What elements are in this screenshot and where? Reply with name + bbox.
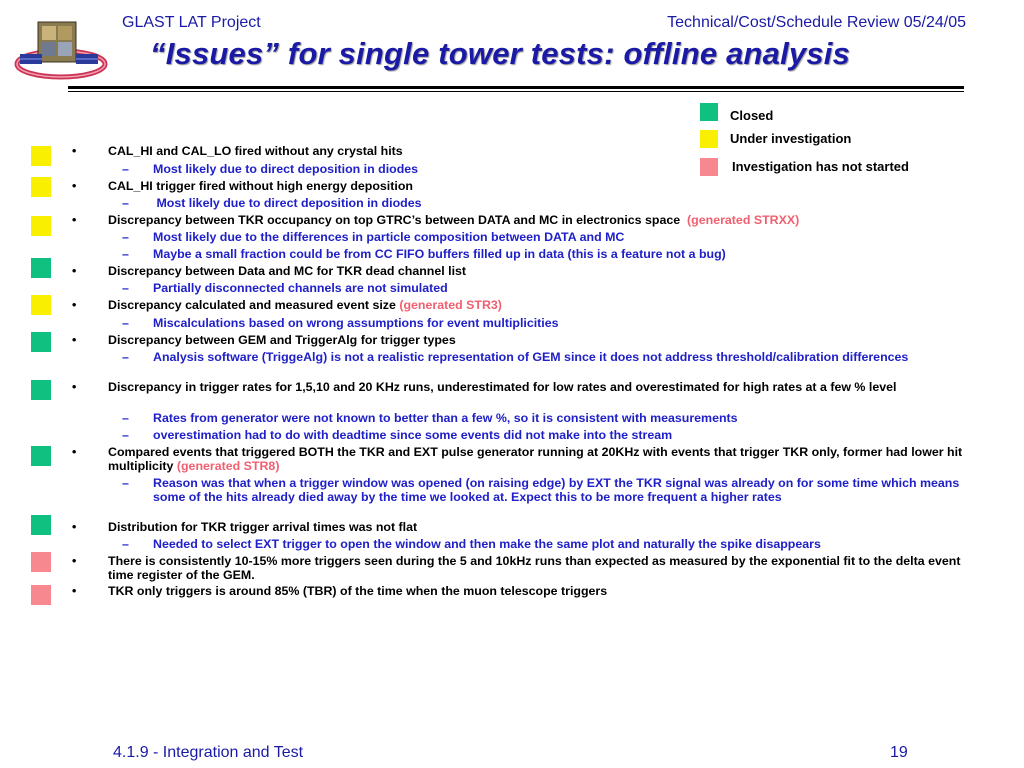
list-item [122,476,963,504]
status-square [31,552,51,572]
bullet-mark: • [72,213,77,227]
list-item [122,316,963,331]
status-square [31,380,51,400]
dash-mark: – [122,428,129,442]
status-square [31,295,51,315]
list-item [72,445,968,473]
item-text: Most likely due to direct deposition in diodes [153,196,422,210]
list-item [72,584,968,599]
list-item [122,537,963,552]
item-text: Discrepancy in trigger rates for 1,5,10 and 20 KHz runs, underestimated for low rates and overestimated for high rates at a few % level [108,380,897,394]
list-item [122,162,963,177]
bullet-mark: • [72,445,77,459]
list-item [122,411,963,426]
legend-under-investigation-label: Under investigation [730,131,852,146]
item-text: Most likely due to direct deposition in diodes [153,162,419,176]
item-text: Most likely due to the differences in particle composition between DATA and MC [153,230,625,244]
item-text: overestimation had to do with deadtime since some events did not make into the stream [153,428,673,442]
dash-mark: – [122,476,129,490]
page-number: 19 [890,744,908,761]
list-item [72,213,968,228]
dash-mark: – [122,196,129,210]
list-item [122,428,963,443]
dash-mark: – [122,162,129,176]
bullet-mark: • [72,179,77,193]
legend-not-started-label: Investigation has not started [732,159,909,174]
legend-closed-swatch [700,103,718,121]
item-text: Rates from generator were not known to better than a few %, so it is consistent with measurements [153,411,738,425]
list-item [72,333,968,348]
item-text: TKR only triggers is around 85% (TBR) of the time when the muon telescope triggers [108,584,608,598]
status-square [31,146,51,166]
item-text: CAL_HI and CAL_LO fired without any crystal hits [108,144,403,158]
bullet-mark: • [72,298,77,312]
project-name: GLAST LAT Project [122,14,261,31]
review-label: Technical/Cost/Schedule Review 05/24/05 [667,14,966,31]
item-text: Discrepancy between TKR occupancy on top GTRC’s between DATA and MC in electronics space [108,213,681,227]
bullet-mark: • [72,144,77,158]
list-item [122,230,963,245]
item-text: Miscalculations based on wrong assumptions for event multiplicities [153,316,559,330]
bullet-mark: • [72,264,77,278]
generated-tag: (generated STR8) [176,458,280,473]
item-text: Discrepancy calculated and measured event size [108,298,396,312]
item-text: Maybe a small fraction could be from CC FIFO buffers filled up in data (this is a feature not a bug) [153,247,726,261]
list-item [72,520,968,535]
item-text: CAL_HI trigger fired without high energy deposition [108,179,413,193]
item-text: Partially disconnected channels are not simulated [153,281,448,295]
item-text: Discrepancy between Data and MC for TKR dead channel list [108,264,467,278]
item-text: Reason was that when a trigger window was opened (on raising edge) by EXT the TKR signal was already on for some time which means some of the hits already died away by the time we looked at. Expect this to be more frequent a higher rates [153,476,960,504]
list-item [122,281,963,296]
title-rule-thin [68,91,964,92]
bullet-mark: • [72,584,77,598]
glast-logo [14,14,108,84]
legend-closed-label: Closed [730,108,774,123]
dash-mark: – [122,247,129,261]
status-square [31,177,51,197]
item-text: Distribution for TKR trigger arrival times was not flat [108,520,418,534]
list-item [122,247,963,262]
item-text: Analysis software (TriggeAlg) is not a realistic representation of GEM since it does not address threshold/calibration differences [153,350,909,364]
list-item [72,144,968,159]
dash-mark: – [122,350,129,364]
page-title: “Issues” for single tower tests: offline analysis [150,36,851,71]
bullet-mark: • [72,333,77,347]
generated-tag: (generated STRXX) [687,213,800,227]
list-item [122,196,963,211]
status-square [31,446,51,466]
dash-mark: – [122,281,129,295]
bullet-mark: • [72,520,77,534]
item-text: There is consistently 10-15% more triggers seen during the 5 and 10kHz runs than expected as measured by the exponential fit to the delta event time register of the GEM. [108,554,961,582]
dash-mark: – [122,316,129,330]
status-square [31,515,51,535]
generated-tag: (generated STR3) [399,298,502,312]
list-item [72,554,968,582]
item-text: Compared events that triggered BOTH the TKR and EXT pulse generator running at 20KHz with events that trigger TKR only, former had lower hit multiplicity [108,445,963,473]
dash-mark: – [122,537,129,551]
dash-mark: – [122,411,129,425]
bullet-mark: • [72,380,77,394]
bullet-mark: • [72,554,77,568]
list-item [72,298,968,313]
list-item [72,179,968,194]
item-text: Discrepancy between GEM and TriggerAlg for trigger types [108,333,456,347]
status-square [31,585,51,605]
status-square [31,216,51,236]
list-item [122,350,963,365]
dash-mark: – [122,230,129,244]
footer-section: 4.1.9 - Integration and Test [113,744,304,761]
status-square [31,258,51,278]
list-item [72,380,968,395]
item-text: Needed to select EXT trigger to open the window and then make the same plot and naturally the spike disappears [153,537,821,551]
list-item [72,264,968,279]
status-square [31,332,51,352]
title-rule [68,86,964,89]
